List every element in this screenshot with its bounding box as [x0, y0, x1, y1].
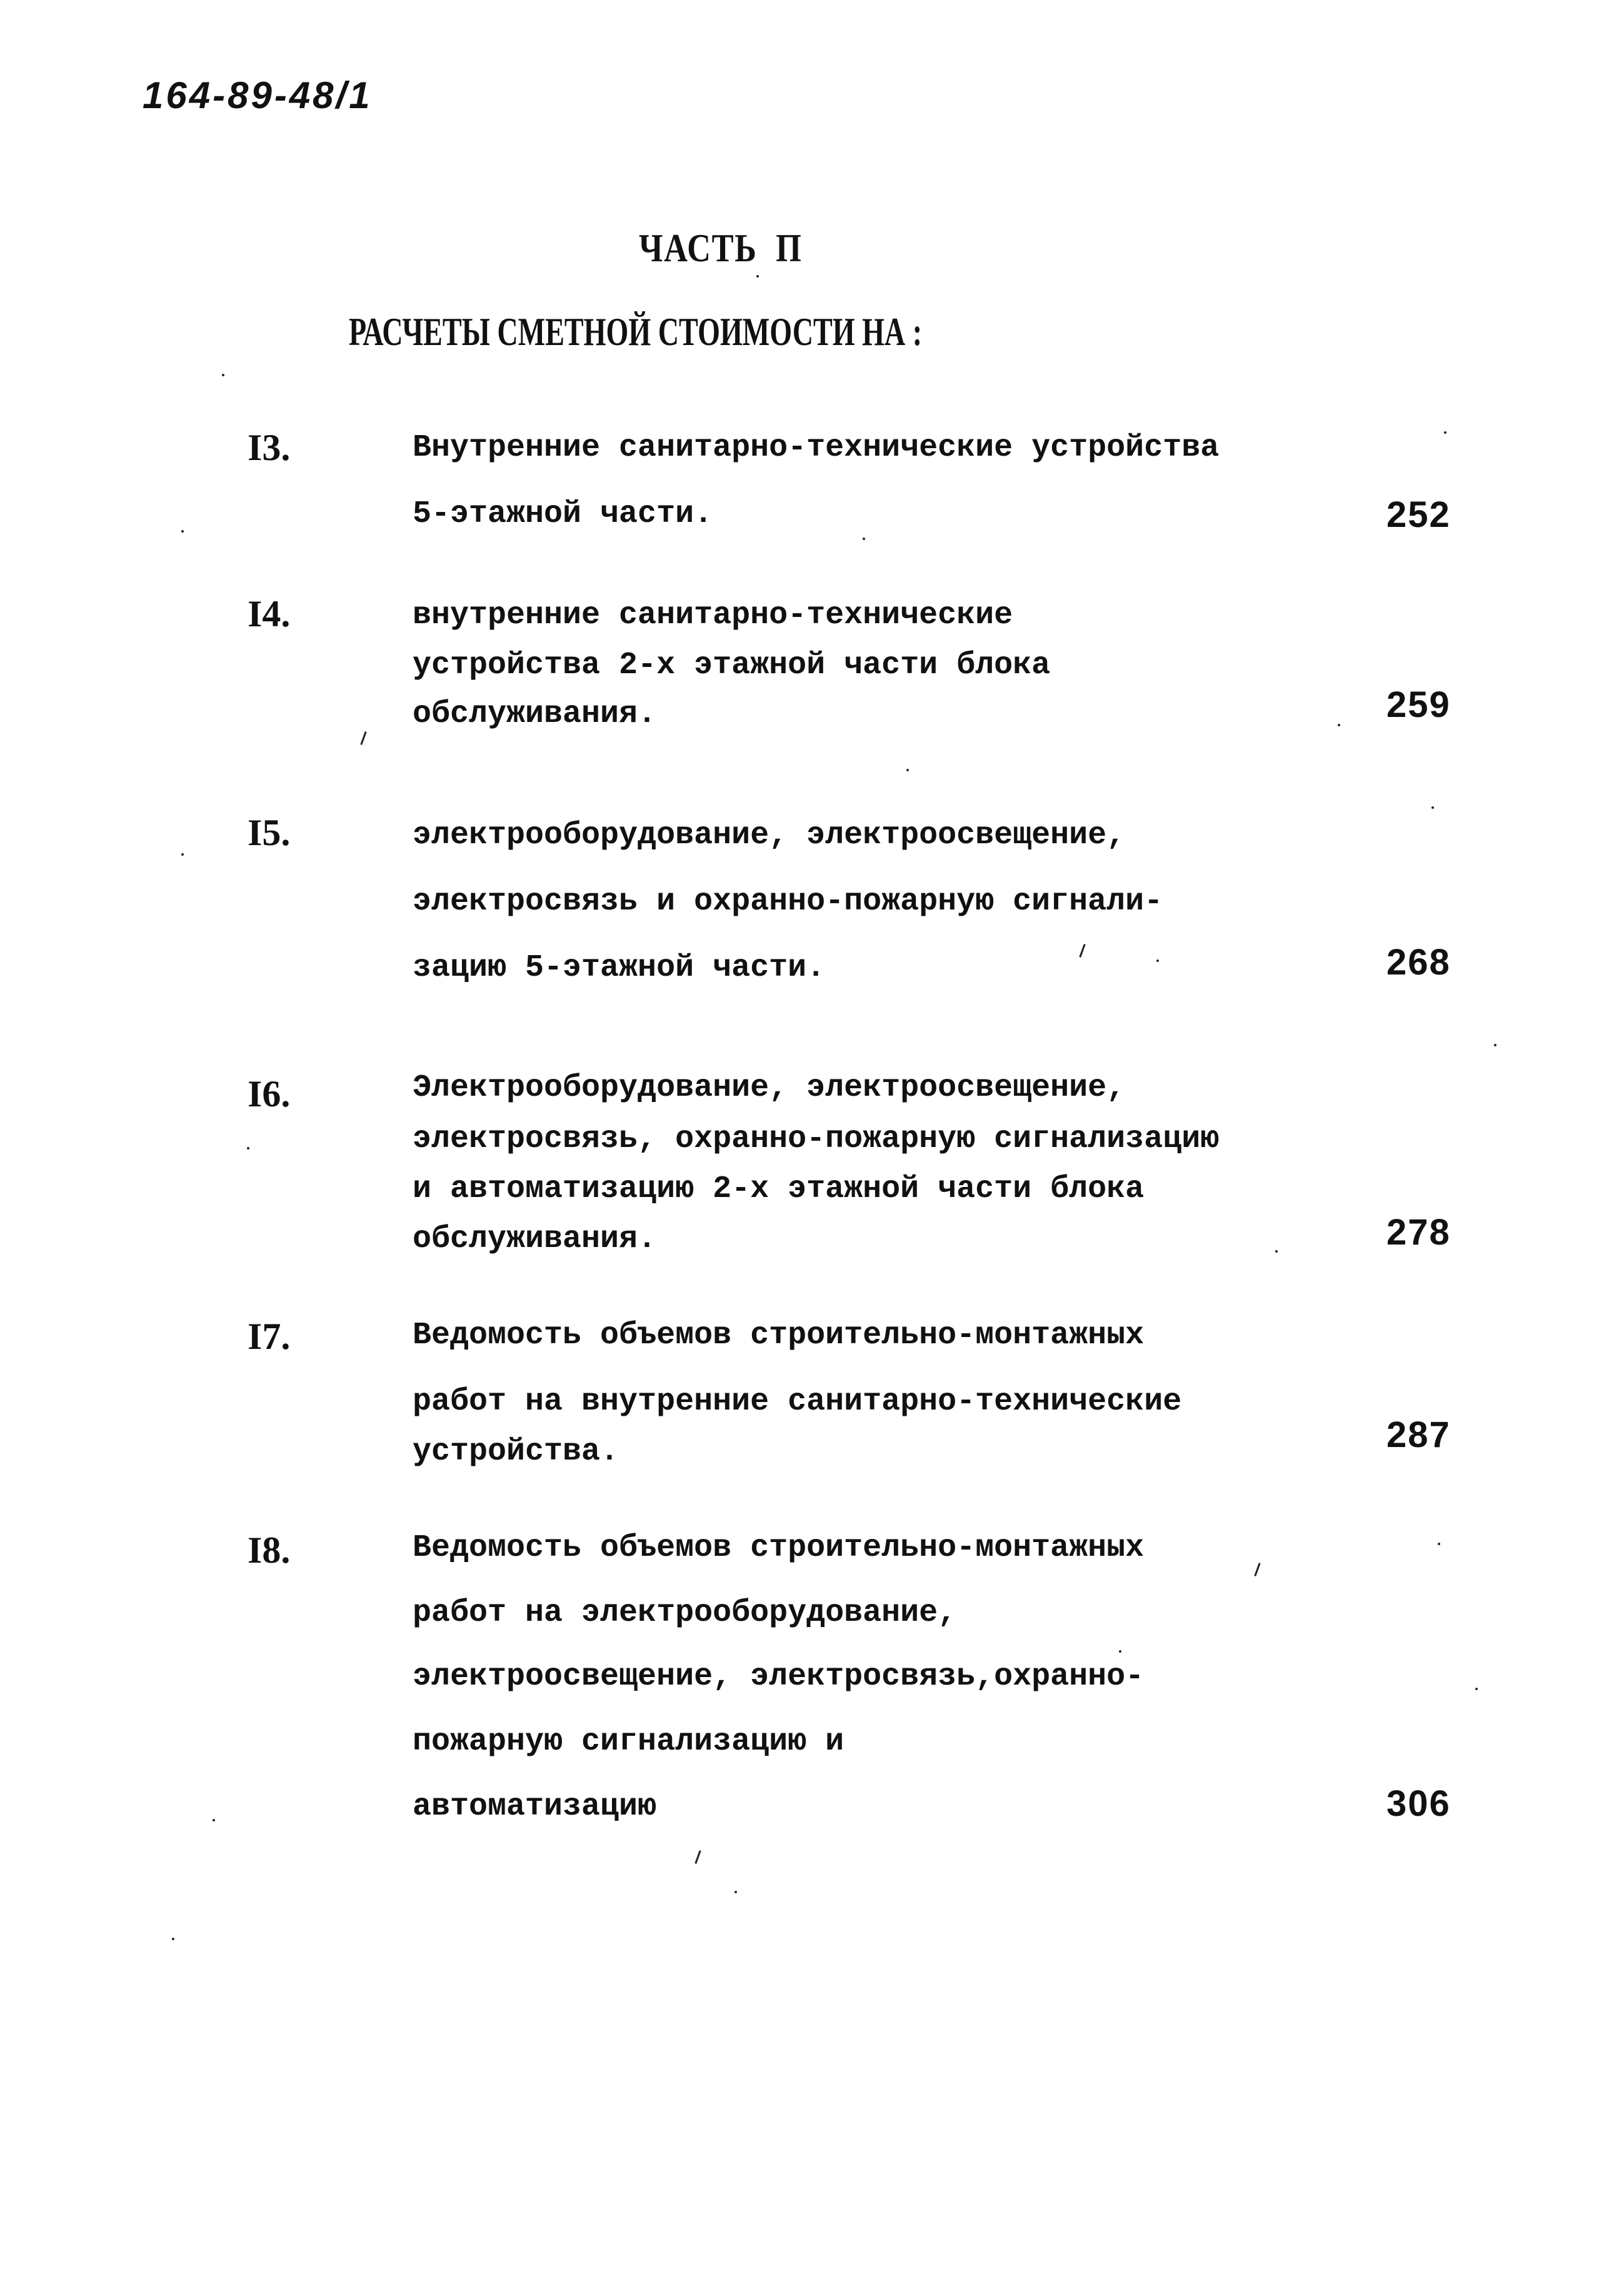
toc-entry-line: электросвязь, охранно-пожарную сигнализацию	[413, 1121, 1220, 1157]
toc-entry-line: обслуживания.	[413, 1221, 657, 1257]
toc-entry-number: I7.	[248, 1316, 291, 1357]
scan-speck	[906, 769, 909, 771]
toc-entry-page: 252	[1386, 494, 1451, 535]
toc-entry-page: 268	[1386, 942, 1451, 983]
scan-speck	[1431, 806, 1434, 809]
toc-entry-line: обслуживания.	[413, 696, 657, 732]
toc-entry-line: Ведомость объемов строительно-монтажных	[413, 1530, 1145, 1566]
scan-speck	[1119, 1650, 1121, 1653]
toc-entry-line: работ на электрооборудование,	[413, 1595, 957, 1631]
toc-entry-page: 259	[1386, 684, 1451, 725]
toc-entry-line: Ведомость объемов строительно-монтажных	[413, 1318, 1145, 1353]
toc-entry-number: I4.	[248, 593, 291, 634]
scan-speck	[756, 275, 759, 278]
scan-speck	[1494, 1044, 1496, 1046]
scan-stroke	[360, 731, 366, 745]
document-code: 164-89-48/1	[143, 74, 373, 116]
toc-entry-page: 306	[1386, 1783, 1451, 1824]
toc-entry-line: устройства.	[413, 1434, 619, 1470]
toc-entry-line: пожарную сигнализацию и	[413, 1724, 845, 1760]
scan-stroke	[694, 1850, 701, 1864]
scan-stroke	[1254, 1563, 1260, 1576]
toc-entry-line: электросвязь и охранно-пожарную сигнали-	[413, 884, 1163, 919]
toc-entry-line: зацию 5-этажной части.	[413, 950, 826, 986]
toc-entry-line: устройства 2-х этажной части блока	[413, 648, 1051, 683]
toc-entry-line: электрооборудование, электроосвещение,	[413, 818, 1126, 853]
toc-entry-page: 278	[1386, 1212, 1451, 1253]
scan-speck	[172, 1938, 174, 1940]
scan-speck	[1438, 1543, 1440, 1545]
toc-entry-number: I6.	[248, 1073, 291, 1114]
scan-stroke	[1079, 944, 1085, 958]
toc-entry-number: I5.	[248, 812, 291, 853]
scan-speck	[213, 1819, 215, 1821]
scan-speck	[1338, 724, 1340, 726]
scan-speck	[863, 538, 865, 540]
toc-entry-line: работ на внутренние санитарно-технические	[413, 1384, 1182, 1420]
scan-speck	[1275, 1250, 1278, 1253]
toc-entry-line: автоматизацию	[413, 1789, 657, 1825]
scan-speck	[734, 1891, 737, 1893]
part-title: ЧАСТЬ П	[639, 226, 803, 270]
section-heading: РАСЧЕТЫ СМЕТНОЙ СТОИМОСТИ НА :	[349, 309, 923, 354]
scan-speck	[222, 374, 224, 376]
scan-speck	[181, 530, 184, 533]
scan-speck	[1156, 959, 1159, 962]
toc-entry-line: Внутренние санитарно-технические устройства	[413, 430, 1220, 466]
scan-speck	[1475, 1688, 1478, 1690]
toc-entry-number: I8.	[248, 1530, 291, 1571]
toc-entry-number: I3.	[248, 427, 291, 468]
scan-speck	[247, 1147, 249, 1150]
toc-entry-line: внутренние санитарно-технические	[413, 598, 1013, 633]
toc-entry-page: 287	[1386, 1415, 1451, 1455]
toc-entry-line: Электрооборудование, электроосвещение,	[413, 1070, 1126, 1106]
scan-speck	[1444, 431, 1446, 434]
toc-entry-line: и автоматизацию 2-х этажной части блока	[413, 1171, 1145, 1207]
scan-speck	[181, 853, 184, 856]
toc-entry-line: электроосвещение, электросвязь,охранно-	[413, 1659, 1145, 1695]
toc-entry-line: 5-этажной части.	[413, 496, 713, 532]
